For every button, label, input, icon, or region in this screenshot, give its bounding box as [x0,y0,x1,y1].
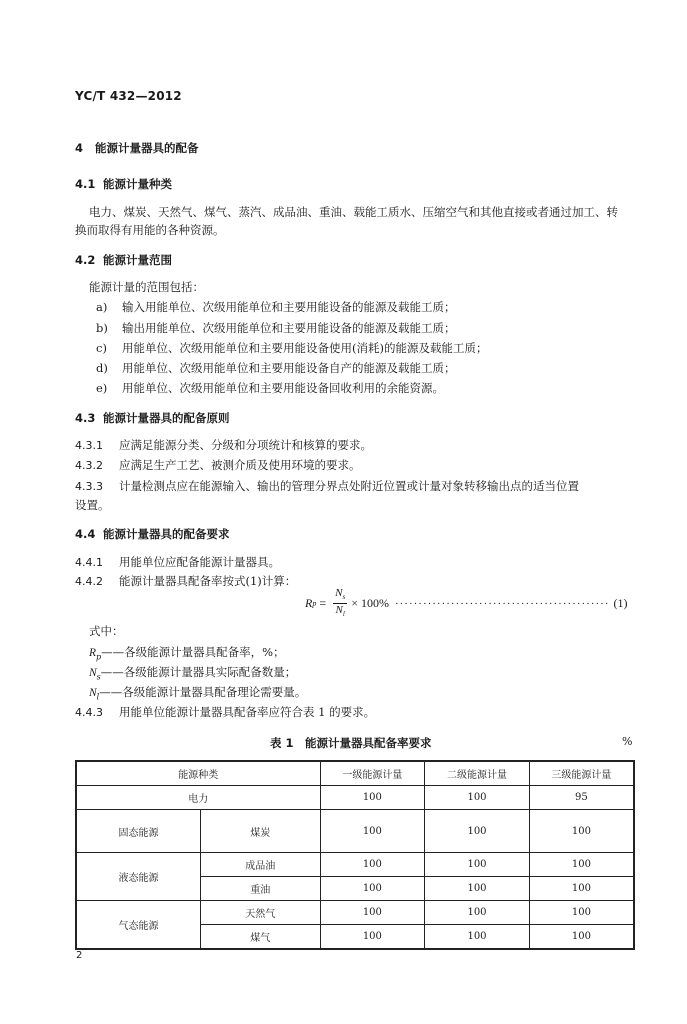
table-cell: 100 [425,925,530,950]
table-header-cell: 能源种类 [76,761,320,786]
clause-4-3-3-cont: 设置。 [75,498,110,512]
table-cell: 天然气 [201,901,321,925]
section-4-1-text: 电力、煤炭、天然气、煤气、蒸汽、成品油、重油、载能工质水、压缩空气和其他直接或者通过加工、转 [89,205,618,219]
clause-4-3-2: 4.3.2 应满足生产工艺、被测介质及使用环境的要求。 [75,458,361,472]
table-cell: 100 [320,877,425,901]
clause-4-3-1: 4.3.1 应满足能源分类、分级和分项统计和核算的要求。 [75,438,372,452]
list-item: d) 用能单位、次级用能单位和主要用能设备自产的能源及载能工质； [96,361,456,375]
table-cell: 重油 [201,877,321,901]
clause-4-4-2: 4.4.2 能源计量器具配备率按式(1)计算： [75,574,297,588]
table-cell: 100 [320,901,425,925]
table-cell: 100 [529,877,634,901]
table-header-cell: 二级能源计量 [425,761,530,786]
table-row [76,901,634,925]
table-cell: 100 [529,901,634,925]
table-cell: 100 [320,810,425,853]
clause-4-4-1: 4.4.1 用能单位应配备能源计量器具。 [75,555,280,569]
leader-dots: ·············································· [394,597,610,610]
table-cell: 100 [425,901,530,925]
section-4-3-heading: 4.3 能源计量器具的配备原则 [75,411,230,425]
section-4-4-heading: 4.4 能源计量器具的配备要求 [75,527,230,541]
section-4-1-text-cont: 换而取得有用能的各种资源。 [75,223,225,237]
table-cell: 100 [425,810,530,853]
energy-meter-table [75,760,635,950]
formula-fraction: $\frac{N_s}{N_l}$ [335,587,346,619]
table-cell: 100 [320,853,425,877]
where-item: $N_s——$各级能源计量器具实际配备数量； [89,665,297,682]
table-cell: 煤炭 [201,810,321,853]
section-4-2-intro: 能源计量的范围包括： [89,280,204,294]
section-4-2-heading: 4.2 能源计量范围 [75,253,172,267]
table-cell: 100 [425,853,530,877]
list-item: b) 输出用能单位、次级用能单位和主要用能设备的能源及载能工质； [96,321,456,335]
table-cell: 100 [529,853,634,877]
table-cell: 95 [529,786,634,810]
list-item: c) 用能单位、次级用能单位和主要用能设备使用(消耗)的能源及载能工质； [96,341,488,355]
list-item: a) 输入用能单位、次级用能单位和主要用能设备的能源及载能工质； [96,300,456,314]
list-item: e) 用能单位、次级用能单位和主要用能设备回收利用的余能资源。 [96,381,444,395]
table-header-cell: 一级能源计量 [320,761,425,786]
equation-number: (1) [613,596,628,611]
table-header-row [76,761,634,786]
table-cell: 液态能源 [76,853,201,901]
clause-4-4-3: 4.4.3 用能单位能源计量器具配备率应符合表 1 的要求。 [75,705,376,719]
table-cell: 电力 [76,786,320,810]
section-4-1-heading: 4.1 能源计量种类 [75,177,172,191]
table-title: 表 1 能源计量器具配备率要求 [270,736,432,750]
table-row [76,810,634,853]
table-cell: 煤气 [201,925,321,950]
table-cell: 100 [425,786,530,810]
table-row [76,786,634,810]
table-cell: 固态能源 [76,810,201,853]
table-cell: 100 [320,925,425,950]
table-unit: % [622,735,633,748]
page-number: 2 [76,950,83,961]
table-cell: 100 [529,925,634,950]
table-cell: 100 [425,877,530,901]
table-cell: 100 [529,810,634,853]
formula-1: R p = $\frac{N_s}{N_l}$ × 100% ·············································· (1) [305,587,628,619]
table-row [76,853,634,877]
document-code: YC/T 432—2012 [75,89,182,103]
table-cell: 成品油 [201,853,321,877]
section-4-heading: 4 能源计量器具的配备 [75,141,199,155]
where-label: 式中： [89,624,124,638]
where-item: $R_p——$各级能源计量器具配备率，%； [89,645,285,662]
clause-4-3-3: 4.3.3 计量检测点应在能源输入、输出的管理分界点处附近位置或计量对象转移输出点的适当位置 [75,479,579,493]
table-cell: 气态能源 [76,901,201,950]
where-item: $N_l——$各级能源计量器具配备理论需要量。 [89,685,307,702]
table-header-cell: 三级能源计量 [529,761,634,786]
table-cell: 100 [320,786,425,810]
